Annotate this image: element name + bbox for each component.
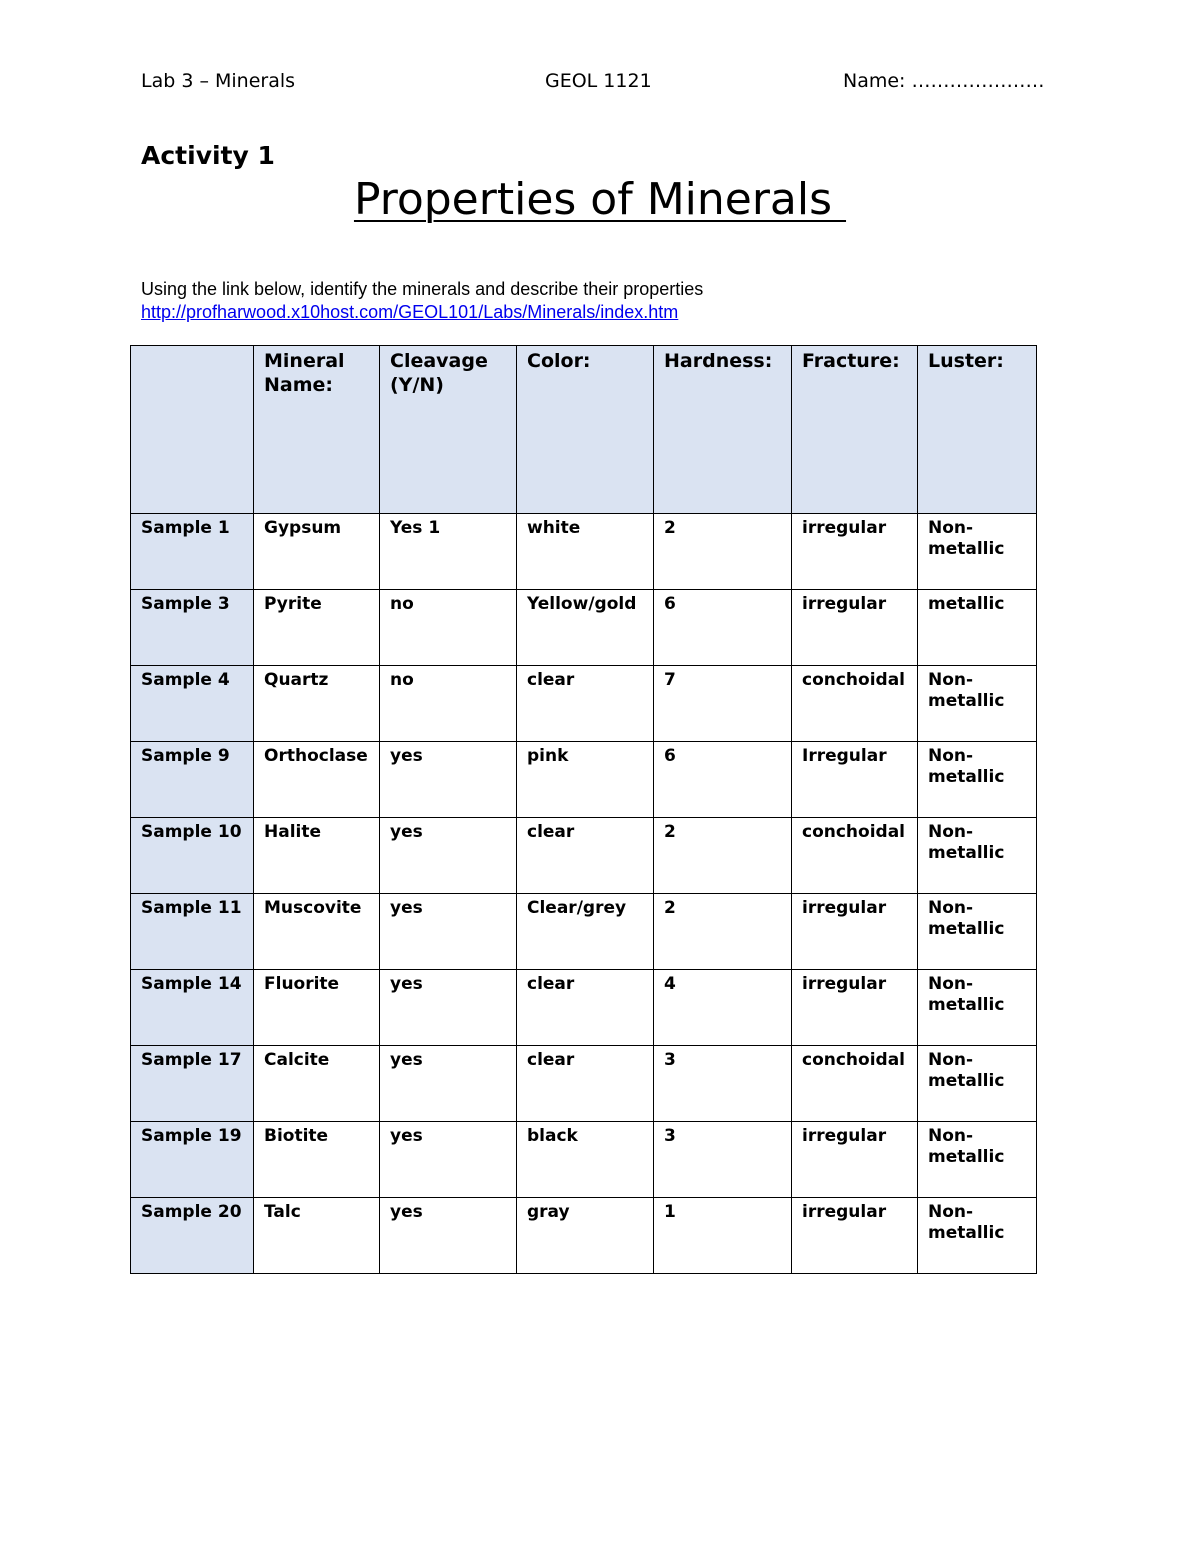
cell-luster: metallic (918, 590, 1037, 666)
cell-mineral-name: Pyrite (254, 590, 380, 666)
table-row (131, 590, 1037, 666)
cell-cleavage: Yes 1 (380, 514, 517, 590)
table-body (131, 514, 1037, 1274)
header-name-field: Name: ………………… (843, 70, 1045, 92)
cell-color: white (517, 514, 654, 590)
cell-luster: Non-metallic (918, 742, 1037, 818)
cell-color: clear (517, 1046, 654, 1122)
header-course-code: GEOL 1121 (545, 70, 652, 92)
cell-color: gray (517, 1198, 654, 1274)
cell-fracture: irregular (792, 1122, 918, 1198)
cell-sample: Sample 4 (131, 666, 254, 742)
table-row (131, 1122, 1037, 1198)
cell-luster: Non-metallic (918, 666, 1037, 742)
cell-hardness: 1 (654, 1198, 792, 1274)
cell-sample: Sample 19 (131, 1122, 254, 1198)
cell-sample: Sample 10 (131, 818, 254, 894)
cell-cleavage: yes (380, 894, 517, 970)
table-row (131, 970, 1037, 1046)
cell-fracture: irregular (792, 894, 918, 970)
cell-fracture: conchoidal (792, 818, 918, 894)
header-lab-title: Lab 3 – Minerals (141, 70, 296, 92)
cell-fracture: irregular (792, 514, 918, 590)
cell-luster: Non-metallic (918, 970, 1037, 1046)
cell-hardness: 2 (654, 514, 792, 590)
table-row (131, 514, 1037, 590)
table-header-row (131, 346, 1037, 514)
cell-fracture: irregular (792, 1198, 918, 1274)
cell-color: pink (517, 742, 654, 818)
cell-sample: Sample 9 (131, 742, 254, 818)
header-cell-corner (131, 346, 254, 514)
table-row (131, 1046, 1037, 1122)
cell-cleavage: yes (380, 1122, 517, 1198)
page-header (0, 70, 1200, 96)
cell-mineral-name: Calcite (254, 1046, 380, 1122)
cell-cleavage: yes (380, 742, 517, 818)
cell-mineral-name: Orthoclase (254, 742, 380, 818)
cell-fracture: irregular (792, 970, 918, 1046)
cell-hardness: 6 (654, 742, 792, 818)
cell-fracture: Irregular (792, 742, 918, 818)
header-cell-fracture: Fracture: (792, 346, 918, 514)
header-cell-mineral-name: Mineral Name: (254, 346, 380, 514)
cell-color: Yellow/gold (517, 590, 654, 666)
cell-fracture: irregular (792, 590, 918, 666)
table-row (131, 818, 1037, 894)
cell-sample: Sample 11 (131, 894, 254, 970)
cell-luster: Non-metallic (918, 514, 1037, 590)
cell-luster: Non-metallic (918, 818, 1037, 894)
cell-cleavage: yes (380, 1046, 517, 1122)
cell-sample: Sample 14 (131, 970, 254, 1046)
cell-hardness: 4 (654, 970, 792, 1046)
cell-mineral-name: Talc (254, 1198, 380, 1274)
cell-fracture: conchoidal (792, 666, 918, 742)
cell-mineral-name: Quartz (254, 666, 380, 742)
cell-mineral-name: Muscovite (254, 894, 380, 970)
header-cell-color: Color: (517, 346, 654, 514)
cell-luster: Non-metallic (918, 1122, 1037, 1198)
cell-mineral-name: Gypsum (254, 514, 380, 590)
cell-mineral-name: Halite (254, 818, 380, 894)
minerals-table (130, 345, 1037, 1274)
cell-color: black (517, 1122, 654, 1198)
cell-hardness: 6 (654, 590, 792, 666)
cell-sample: Sample 17 (131, 1046, 254, 1122)
instructions-text: Using the link below, identify the minerals and describe their properties (141, 279, 704, 299)
cell-fracture: conchoidal (792, 1046, 918, 1122)
table-row (131, 742, 1037, 818)
cell-luster: Non-metallic (918, 1198, 1037, 1274)
cell-cleavage: yes (380, 970, 517, 1046)
cell-hardness: 7 (654, 666, 792, 742)
header-cell-cleavage: Cleavage (Y/N) (380, 346, 517, 514)
table-row (131, 894, 1037, 970)
cell-cleavage: no (380, 590, 517, 666)
header-cell-luster: Luster: (918, 346, 1037, 514)
header-cell-hardness: Hardness: (654, 346, 792, 514)
cell-sample: Sample 3 (131, 590, 254, 666)
page-title: Properties of Minerals (353, 174, 847, 225)
cell-cleavage: no (380, 666, 517, 742)
cell-hardness: 3 (654, 1046, 792, 1122)
cell-cleavage: yes (380, 818, 517, 894)
cell-color: Clear/grey (517, 894, 654, 970)
cell-hardness: 2 (654, 818, 792, 894)
cell-mineral-name: Biotite (254, 1122, 380, 1198)
cell-color: clear (517, 970, 654, 1046)
cell-hardness: 3 (654, 1122, 792, 1198)
cell-mineral-name: Fluorite (254, 970, 380, 1046)
cell-luster: Non-metallic (918, 1046, 1037, 1122)
table-row (131, 1198, 1037, 1274)
cell-cleavage: yes (380, 1198, 517, 1274)
minerals-link[interactable]: http://profharwood.x10host.com/GEOL101/Labs/Minerals/index.htm (141, 302, 679, 322)
cell-sample: Sample 1 (131, 514, 254, 590)
cell-color: clear (517, 666, 654, 742)
cell-luster: Non-metallic (918, 894, 1037, 970)
activity-label: Activity 1 (141, 141, 275, 170)
table-row (131, 666, 1037, 742)
cell-hardness: 2 (654, 894, 792, 970)
cell-color: clear (517, 818, 654, 894)
cell-sample: Sample 20 (131, 1198, 254, 1274)
